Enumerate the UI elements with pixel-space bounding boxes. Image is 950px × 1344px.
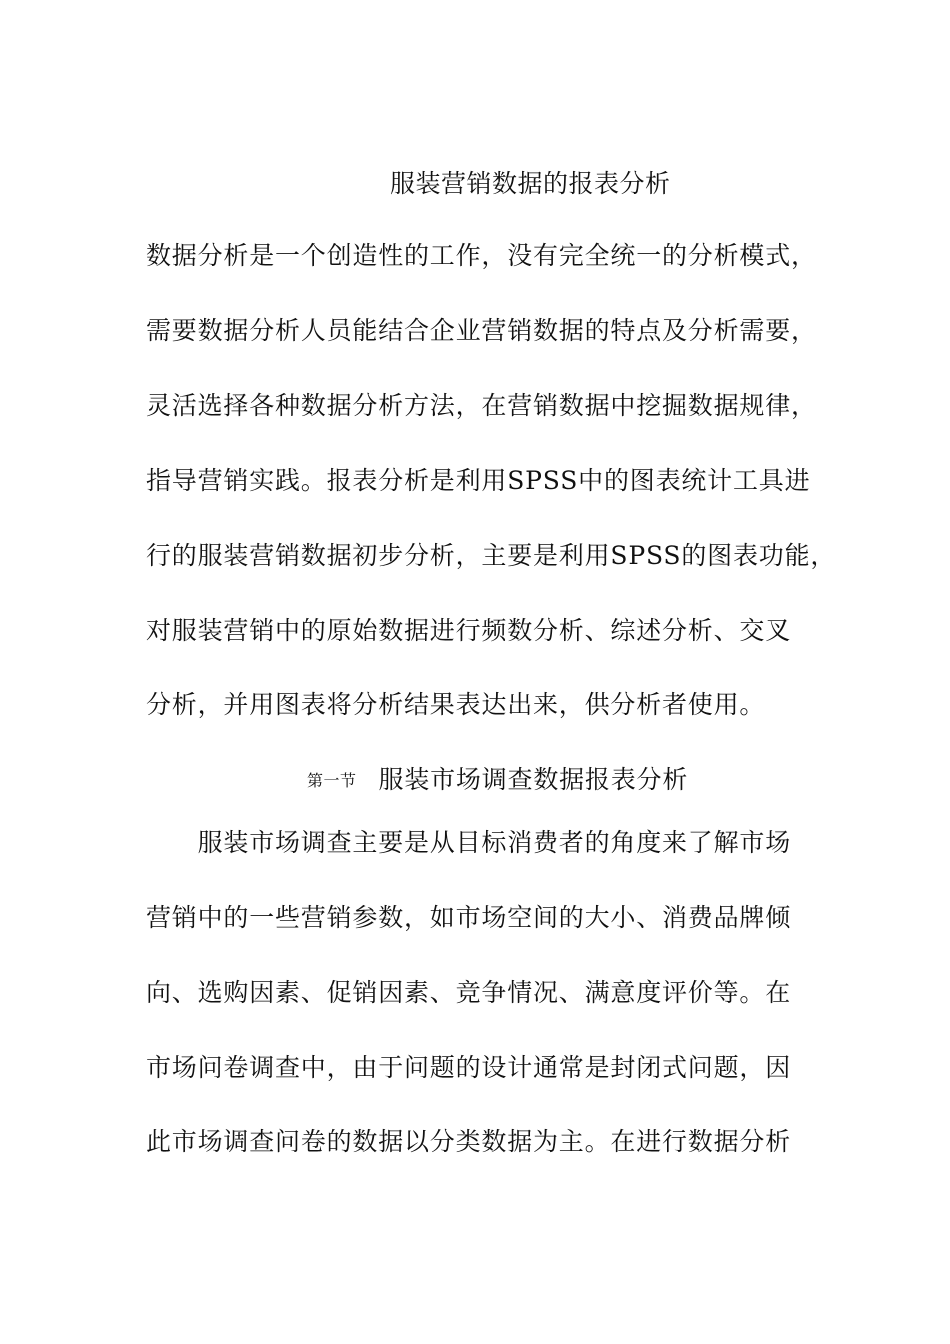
paragraph-line: 营销中的一些营销参数，如市场空间的大小、消费品牌倾 — [146, 903, 792, 932]
paragraph-line: 对服装营销中的原始数据进行频数分析、综述分析、交叉 — [146, 616, 792, 645]
section-title: 服装市场调查数据报表分析 — [378, 765, 689, 794]
section-heading — [307, 762, 688, 801]
document-title: 服装营销数据的报表分析 — [390, 169, 671, 198]
paragraph-line: 分析，并用图表将分析结果表达出来，供分析者使用。 — [146, 690, 766, 719]
paragraph-line: 向、选购因素、促销因素、竞争情况、满意度评价等。在 — [146, 978, 792, 1007]
paragraph-line: 指导营销实践。报表分析是利用SPSS中的图表统计工具进 — [146, 466, 811, 495]
paragraph-line: 需要数据分析人员能结合企业营销数据的特点及分析需要， — [146, 316, 817, 345]
paragraph-line: 服装市场调查主要是从目标消费者的角度来了解市场 — [146, 828, 792, 857]
paragraph-line: 数据分析是一个创造性的工作，没有完全统一的分析模式， — [146, 241, 817, 270]
paragraph-line: 市场问卷调查中，由于问题的设计通常是封闭式问题，因 — [146, 1053, 792, 1082]
section-number: 第一节 — [307, 771, 357, 790]
paragraph-line: 灵活选择各种数据分析方法，在营销数据中挖掘数据规律， — [146, 391, 817, 420]
paragraph-line: 行的服装营销数据初步分析，主要是利用SPSS的图表功能， — [146, 541, 837, 570]
paragraph-line: 此市场调查问卷的数据以分类数据为主。在进行数据分析 — [146, 1127, 792, 1156]
